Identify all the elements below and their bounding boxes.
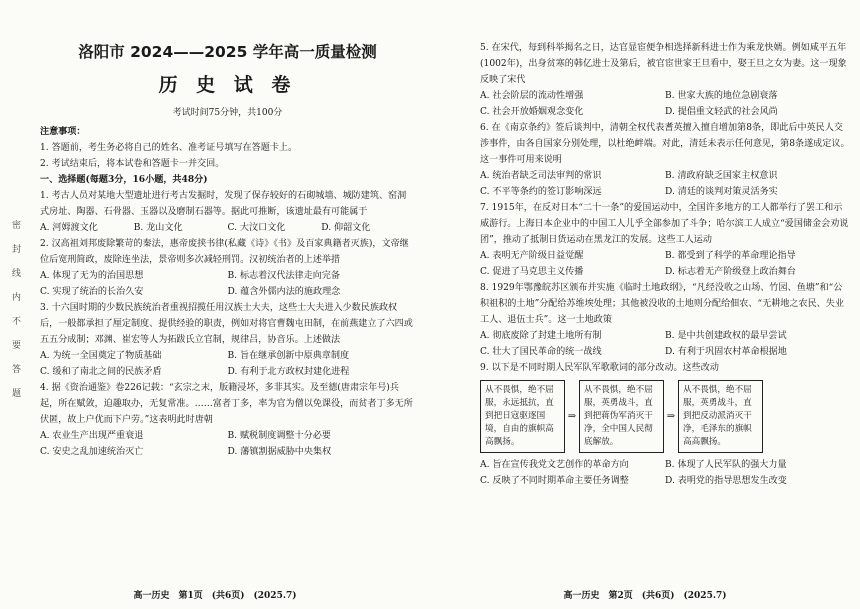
question-1 xyxy=(40,188,415,236)
question-8 xyxy=(480,280,850,360)
gutter-char: 密 xyxy=(10,220,20,230)
gutter-char: 线 xyxy=(10,268,20,278)
notice-item: 2. 考试结束后，将本试卷和答题卡一并交回。 xyxy=(40,159,225,169)
question-options xyxy=(40,428,415,460)
option: A. 统治者缺乏司法审判的常识 xyxy=(480,171,602,181)
notice-item: 1. 答题前，考生务必将自己的姓名、准考证号填写在答题卡上。 xyxy=(40,143,298,153)
option: A. 彻底废除了封建土地所有制 xyxy=(480,331,602,341)
question-stem: 4. 据《资治通鉴》卷226记载：“玄宗之末，版籍浸坏，多非其实。及至德(唐肃宗年号)兵起，所在赋敛，迫趣取办，无复常准。……富者丁多，率为官为僧以免课役，而贫者丁多无所伏匿，故上户优而下户劳。”这表明此时唐朝 xyxy=(40,383,413,425)
option: D. 标志着无产阶级登上政治舞台 xyxy=(665,267,796,277)
option: B. 是中共创建政权的最早尝试 xyxy=(665,331,787,341)
exam-title: 洛阳市 2024——2025 学年高一质量检测 xyxy=(78,43,377,61)
question-stem: 8. 1929年鄂豫皖苏区颁布并实施《临时土地政纲》，“凡经没收之山场、竹园、鱼塘”和“公积祖积的土地”分配给苏维埃处理；其他被没收的土地则分配给佃农、“无耕地之农民、失业工人、退伍士兵”。这一土地政策 xyxy=(480,283,844,325)
gutter-char: 不 xyxy=(10,316,20,326)
seal-line-gutter xyxy=(10,220,22,412)
lyrics-box: 从不畏惧，绝不屈服，英勇战斗，直到把蒋伪军消灭干净，全中国人民彻底解放。 xyxy=(579,380,664,453)
question-stem: 7. 1915年，在反对日本“二十一条”的爱国运动中，全国许多地方的工人都举行了罢工和示威游行。上海日本企业中的中国工人儿乎全部参加了斗争；哈尔滨工人成立“爱国储金会劝说团”，推动了抵制日货运动在黑龙江的发展。这些工人运动 xyxy=(480,203,849,245)
exam-subject: 历 史 试 卷 xyxy=(158,74,297,96)
option: A. 体现了无为的治国思想 xyxy=(40,271,144,281)
question-4 xyxy=(40,380,415,460)
question-3 xyxy=(40,300,415,380)
option: C. 大汶口文化 xyxy=(227,223,286,233)
right-content xyxy=(480,40,850,489)
gutter-char: 答 xyxy=(10,364,20,374)
question-2 xyxy=(40,236,415,300)
option: B. 标志着汉代法律走向完备 xyxy=(227,271,340,281)
question-options xyxy=(40,348,415,380)
option: A. 旨在宣传我党文艺创作的革命方向 xyxy=(480,460,629,470)
gutter-char: 题 xyxy=(10,388,20,398)
option: D. 藩镇割据威胁中央集权 xyxy=(227,447,332,457)
option: C. 实现了统治的长治久安 xyxy=(40,287,144,297)
question-options xyxy=(480,457,850,489)
option: C. 促进了马克思主义传播 xyxy=(480,267,584,277)
question-options xyxy=(40,220,415,236)
question-stem: 2. 汉高祖刘邦废除繁苛的秦法，惠帝废挟书律(私藏《诗》《书》及百家典籍者灭族)，文帝继位后宽刑简政，废除连坐法，景帝则多次减轻刑罚。汉初统治者的上述举措 xyxy=(40,239,409,265)
option: D. 表明党的指导思想发生改变 xyxy=(665,476,787,486)
gutter-char: 要 xyxy=(10,340,20,350)
option: B. 世家大族的地位急剧衰落 xyxy=(665,91,778,101)
lyrics-comparison xyxy=(480,380,850,453)
option: B. 赋税制度调整十分必要 xyxy=(227,431,331,441)
question-stem: 5. 在宋代，每到科举揭名之日，达官显宦便争相选择新科进士作为乘龙快婿。例如咸平五年(1002年)，出身贫寒的韩亿进士及第后，被官宦世家王旦看中，娶王旦之女为妻。这一现象反映了宋代 xyxy=(480,43,847,85)
option: C. 安史之乱加速统治灭亡 xyxy=(40,447,144,457)
question-options xyxy=(480,88,850,120)
option: A. 为统一全国奠定了物质基础 xyxy=(40,351,162,361)
question-stem: 9. 以下是不同时期人民军队军歌歌词的部分改动。这些改动 xyxy=(480,363,719,373)
option: B. 都受到了科学的革命理论指导 xyxy=(665,251,796,261)
arrow-right-icon: ⇒ xyxy=(567,411,577,422)
option: A. 河姆渡文化 xyxy=(40,223,98,233)
option: D. 仰韶文化 xyxy=(321,223,371,233)
page-footer: 高一历史 第2页 (共6页) (2025.7) xyxy=(563,591,727,601)
option: B. 清政府缺乏国家主权意识 xyxy=(665,171,778,181)
option: B. 体现了人民军队的强大力量 xyxy=(665,460,787,470)
option: A. 社会阶层的流动性增强 xyxy=(480,91,584,101)
question-6 xyxy=(480,120,850,200)
question-9 xyxy=(480,360,850,489)
lyrics-box: 从不畏惧，绝不屈服，永远抵抗，直到把日寇驱逐国境，自由的旗帜高高飘扬。 xyxy=(480,380,565,453)
question-options xyxy=(480,248,850,280)
left-content xyxy=(40,40,415,460)
question-options xyxy=(40,268,415,300)
option: D. 清廷的谈判对策灵活务实 xyxy=(665,187,778,197)
arrow-right-icon: ⇒ xyxy=(666,411,676,422)
option: C. 社会开放婚姻观念变化 xyxy=(480,107,584,117)
gutter-char: 内 xyxy=(10,292,20,302)
question-7 xyxy=(480,200,850,280)
option: A. 农业生产出现严重衰退 xyxy=(40,431,144,441)
question-options xyxy=(480,168,850,200)
option: C. 缓和了南北之间的民族矛盾 xyxy=(40,367,162,377)
notice-heading: 注意事项： xyxy=(40,126,86,137)
page-right xyxy=(430,0,860,609)
option: B. 龙山文化 xyxy=(133,223,183,233)
option: D. 提倡重文轻武的社会风尚 xyxy=(665,107,778,117)
gutter-char: 封 xyxy=(10,244,20,254)
option: B. 旨在继承创新中原典章制度 xyxy=(227,351,350,361)
option: D. 有利于北方政权封建化进程 xyxy=(227,367,350,377)
option: C. 不平等条约的签订影响深远 xyxy=(480,187,602,197)
page-footer: 高一历史 第1页 (共6页) (2025.7) xyxy=(133,591,297,601)
question-stem: 1. 考古人员对某地大型遗址进行考古发掘时，发现了保存较好的石砌城墙、城防建筑、窑洞式房址、陶器、石骨器、玉器以及磨制石器等。据此可推断，该遗址最有可能属于 xyxy=(40,191,407,217)
option: C. 反映了不同时期革命主要任务调整 xyxy=(480,476,629,486)
exam-time-note: 考试时间75分钟，共100分 xyxy=(172,108,283,118)
option: C. 壮大了国民革命的统一战线 xyxy=(480,347,602,357)
option: A. 表明无产阶级日益觉醒 xyxy=(480,251,584,261)
question-options xyxy=(480,328,850,360)
lyrics-box: 从不畏惧，绝不屈服，英勇战斗，直到把反动派消灭干净，毛泽东的旗帜高高飘扬。 xyxy=(678,380,763,453)
option: D. 有利于巩固农村革命根据地 xyxy=(665,347,787,357)
question-5 xyxy=(480,40,850,120)
question-stem: 6. 在《南京条约》签后谈判中，清朝全权代表耆英擅入擅自增加第8条，即此后中英民人交涉事件，由各自国家分别处理，以杜绝衅端。对此，清廷未表示任何意见，第8条遂成定议。这一事件可用来说明 xyxy=(480,123,850,165)
section-heading: 一、选择题(每题3分，16小题，共48分) xyxy=(40,174,208,185)
option: D. 蕴含外儒内法的施政理念 xyxy=(227,287,341,297)
question-stem: 3. 十六国时期的少数民族统治者重视招揽任用汉族士大夫，这些士大夫进入少数民族政权后，一般都承担了厘定制度、提供经验的职责，例如对将官曹魏屯田制，在前燕建立了六四或五五分成制；邓渊、崔宏等人为拓跋氏立官制，规律吕，协音乐。上述做法 xyxy=(40,303,413,345)
